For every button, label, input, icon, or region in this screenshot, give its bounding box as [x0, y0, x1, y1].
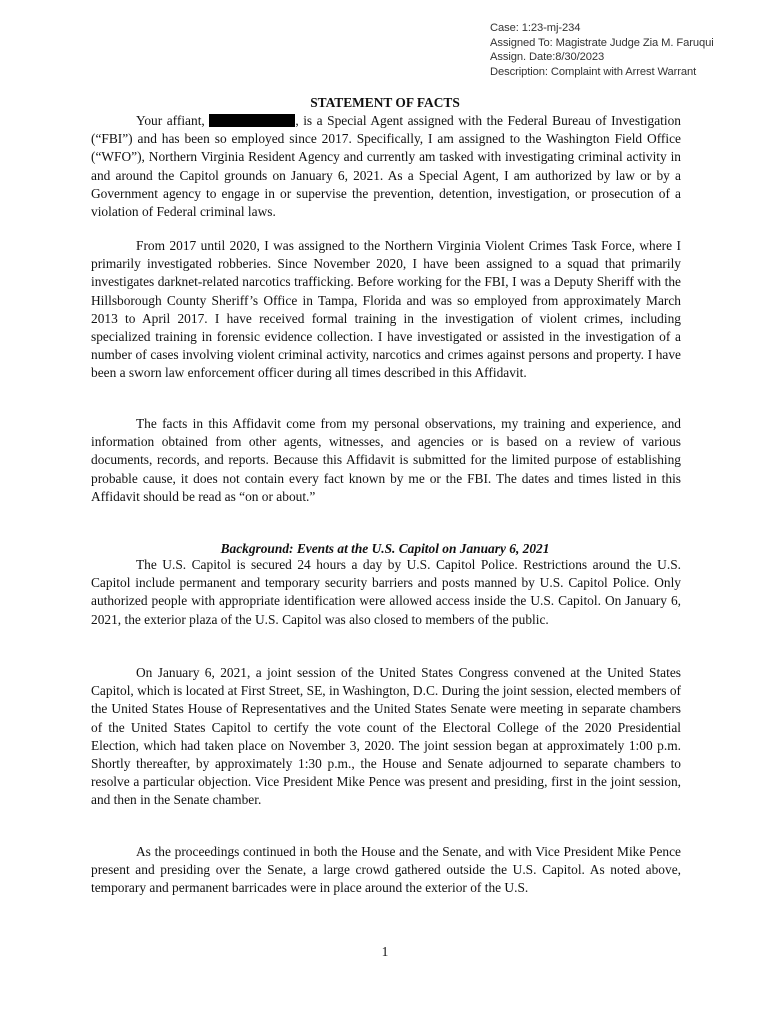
case-description: Description: Complaint with Arrest Warrant — [490, 65, 697, 78]
paragraph-capitol-security: The U.S. Capitol is secured 24 hours a day by U.S. Capitol Police. Restrictions around the U.S. Capitol include permanent and temporary security barriers and posts manned by U.S. Capitol Police. Only authorized people with appropriate identification were allowed access inside the U.S. Capitol. On January 6, 2021, the exterior plaza of the U.S. Capitol was also closed to members of the public. — [91, 557, 681, 627]
paragraph-background: From 2017 until 2020, I was assigned to the Northern Virginia Violent Crimes Task Force, where I primarily investigated robberies. Since November 2020, I have been assigned to a squad that primarily investigates darknet-related narcotics trafficking. Before working for the FBI, I was a Deputy Sheriff with the Hillsborough County Sheriff’s Office in Tampa, Florida and was so employed from approximately March 2013 to April 2017. I have received formal training in the investigation of violent crimes, including specialized training in forensic evidence collection. I have investigated or assisted in the investigation of a number of cases involving violent criminal activity, narcotics and crimes against persons and property. I have been a sworn law enforcement officer during all times described in this Affidavit. — [91, 238, 681, 381]
paragraph-joint-session: On January 6, 2021, a joint session of the United States Congress convened at the United States Capitol, which is located at First Street, SE, in Washington, D.C. During the joint session, elected members of the United States House of Representatives and the United States Senate were meeting in separate chambers of the United States Capitol to certify the vote count of the Electoral College of the 2020 Presidential Election, which had taken place on November 3, 2020. The joint session began at approximately 1:00 p.m. Shortly thereafter, by approximately 1:30 p.m., the House and Senate adjourned to separate chambers to resolve a particular objection. Vice President Mike Pence was present and presiding, first in the joint session, and then in the Senate chamber. — [91, 665, 681, 808]
section-heading: Background: Events at the U.S. Capitol on January 6, 2021 — [220, 541, 550, 556]
paragraph-proceedings: As the proceedings continued in both the House and the Senate, and with Vice President Mike Pence present and presiding over the Senate, a large crowd gathered outside the U.S. Capitol. As noted above, temporary and permanent barricades were in place around the exterior of the U.S. — [91, 844, 681, 896]
assigned-judge: Assigned To: Magistrate Judge Zia M. Faruqui — [490, 36, 714, 49]
paragraph-sources: The facts in this Affidavit come from my personal observations, my training and experience, and information obtained from other agents, witnesses, and agencies or is based on a review of various documents, records, and reports. Because this Affidavit is submitted for the limited purpose of establishing probable cause, it does not contain every fact known by me or the FBI. The dates and times listed in this Affidavit should be read as “on or about.” — [91, 416, 681, 504]
case-stamp — [490, 21, 760, 79]
assign-date: Assign. Date:8/30/2023 — [490, 51, 605, 63]
page-number: 1 — [381, 944, 389, 959]
paragraph-affiant — [91, 112, 681, 221]
redaction-box — [209, 114, 295, 127]
case-number: Case: 1:23-mj-234 — [490, 22, 581, 34]
paragraph-affiant-rest: , is a Special Agent assigned with the Federal Bureau of Investigation (“FBI”) and has been so employed since 2017. Specifically, I am assigned to the Washington Field Office (“WFO”), Northern Virginia Resident Agency and currently am tasked with investigating criminal activity in and around the Capitol grounds on January 6, 2021. As a Special Agent, I am authorized by law or by a Government agency to engage in or supervise the prevention, detention, investigation, or prosecution of a violation of Federal criminal laws. — [91, 113, 681, 220]
page-title: STATEMENT OF FACTS — [310, 95, 460, 110]
paragraph-affiant-start: Your affiant, — [136, 113, 205, 128]
